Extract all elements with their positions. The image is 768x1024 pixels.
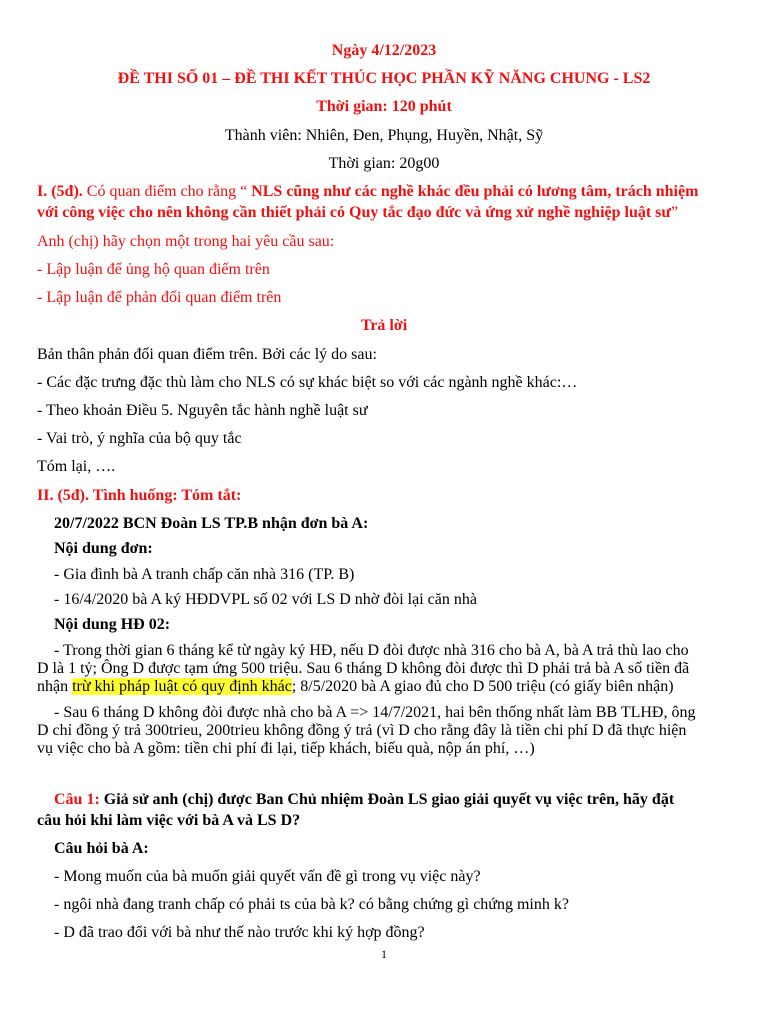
part1-question-line1 bbox=[37, 181, 731, 202]
exam-title: ĐỀ THI SỐ 01 – ĐỀ THI KẾT THÚC HỌC PHẦN KỸ NĂNG CHUNG - LS2 bbox=[117, 70, 651, 87]
answer-line: - Theo khoản Điều 5. Nguyên tắc hành nghề luật sư bbox=[37, 402, 368, 419]
case-date-line: 20/7/2022 BCN Đoàn LS TP.B nhận đơn bà A: bbox=[54, 515, 369, 532]
contract-paragraph-1-line1: - Trong thời gian 6 tháng kể từ ngày ký HĐ, nếu D đòi được nhà 316 cho bà A, bà A trả thù lao cho bbox=[54, 642, 689, 659]
session-time: Thời gian: 20g00 bbox=[328, 155, 440, 172]
question1-text: Giả sử anh (chị) được Ban Chủ nhiệm Đoàn LS giao giải quyết vụ việc trên, hãy đặt bbox=[99, 791, 675, 808]
question-item: - ngôi nhà đang tranh chấp có phải ts của bà k? có bằng chứng gì chứng minh k? bbox=[54, 896, 569, 913]
part1-question-line2 bbox=[37, 202, 731, 223]
contract-content-heading: Nội dung HĐ 02: bbox=[54, 616, 171, 633]
question1-label: Câu 1: bbox=[54, 791, 100, 808]
members-line: Thành viên: Nhiên, Đen, Phụng, Huyền, Nhật, Sỹ bbox=[224, 127, 544, 144]
part1-intro: Có quan điểm cho rằng “ bbox=[82, 183, 252, 200]
answer-heading: Trả lời bbox=[360, 317, 408, 334]
question-item: - Mong muốn của bà muốn giải quyết vấn đề gì trong vụ việc này? bbox=[54, 868, 481, 885]
part2-heading: II. (5đ). Tình huống: Tóm tắt: bbox=[37, 487, 242, 504]
part1-label: I. (5đ). bbox=[37, 183, 83, 200]
question1-line2: câu hỏi khi làm việc với bà A và LS D? bbox=[37, 812, 301, 829]
part1-option-2: - Lập luận để phản đối quan điểm trên bbox=[37, 289, 282, 306]
contract-paragraph-1-line2: D là 1 tỷ; Ông D được tạm ứng 500 triệu. Sau 6 tháng D không đòi được thì D phải trả bà A số tiền đã bbox=[37, 660, 690, 677]
contract-paragraph-2-line3: vụ việc cho bà A gồm: tiền chi phí đi lại, tiếp khách, biếu quà, nộp án phí, …) bbox=[37, 740, 535, 757]
answer-line: - Vai trò, ý nghĩa của bộ quy tắc bbox=[37, 430, 242, 447]
answer-line: - Các đặc trưng đặc thù làm cho NLS có sự khác biệt so với các ngành nghề khác:… bbox=[37, 374, 578, 391]
contract-paragraph-1-line3: nhận trừ khi pháp luật có quy định khác; 8/5/2020 bà A giao đủ cho D 500 triệu (có giấy biên nhận) bbox=[37, 678, 674, 695]
document-date: Ngày 4/12/2023 bbox=[331, 42, 437, 59]
part1-prompt: Anh (chị) hãy chọn một trong hai yêu cầu sau: bbox=[37, 233, 335, 250]
question1-subheading: Câu hỏi bà A: bbox=[54, 840, 149, 857]
answer-line: Tóm lại, …. bbox=[37, 458, 116, 475]
part1-quote-end: ” bbox=[671, 204, 679, 221]
part1-option-1: - Lập luận để ủng hộ quan điểm trên bbox=[37, 261, 270, 278]
part1-quote-line2: với công việc cho nên không cần thiết phải có Quy tắc đạo đức và ứng xử nghề nghiệp luật sư bbox=[37, 204, 672, 221]
exam-duration: Thời gian: 120 phút bbox=[316, 98, 452, 115]
highlighted-text: trừ khi pháp luật có quy định khác bbox=[72, 678, 292, 695]
contract-paragraph-2-line1: - Sau 6 tháng D không đòi được nhà cho bà A => 14/7/2021, hai bên thống nhất làm BB TLHĐ, ông bbox=[54, 704, 696, 721]
question1-line1 bbox=[37, 789, 731, 810]
petition-content-heading: Nội dung đơn: bbox=[54, 540, 153, 557]
petition-item: - Gia đình bà A tranh chấp căn nhà 316 (TP. B) bbox=[54, 566, 355, 583]
petition-item: - 16/4/2020 bà A ký HĐDVPL số 02 với LS D nhờ đòi lại căn nhà bbox=[54, 591, 477, 608]
answer-line: Bản thân phản đối quan điểm trên. Bởi các lý do sau: bbox=[37, 346, 377, 363]
question-item: - D đã trao đổi với bà như thế nào trước khi ký hợp đồng? bbox=[54, 924, 425, 941]
contract-paragraph-2-line2: D chỉ đồng ý trả 300trieu, 200trieu không đồng ý trả (vì D cho rằng đây là tiền chi phí D đã thực hiện bbox=[37, 722, 687, 739]
page-number: 1 bbox=[381, 947, 387, 961]
part1-quote-line1: NLS cũng như các nghề khác đều phải có lương tâm, trách nhiệm bbox=[251, 183, 699, 200]
